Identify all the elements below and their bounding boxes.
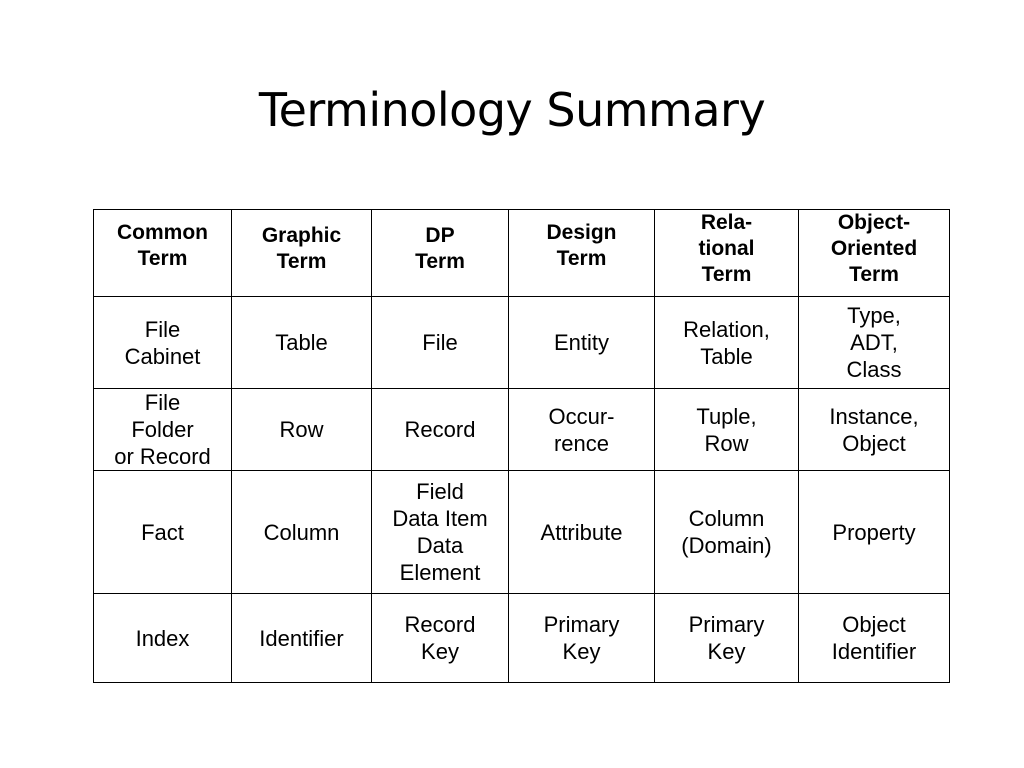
header-object-oriented-term: Object- Oriented Term	[799, 210, 950, 297]
table-cell: Primary Key	[655, 594, 799, 683]
table-cell: Instance, Object	[799, 389, 950, 471]
table-cell: Entity	[509, 297, 655, 389]
table-cell: Occur- rence	[509, 389, 655, 471]
table-cell: File	[372, 297, 509, 389]
table-cell: Column (Domain)	[655, 471, 799, 594]
table-cell: Row	[232, 389, 372, 471]
table-cell: Index	[94, 594, 232, 683]
table-cell: Fact	[94, 471, 232, 594]
table-cell: Table	[232, 297, 372, 389]
table-cell: Tuple, Row	[655, 389, 799, 471]
terminology-table	[93, 209, 950, 683]
table-cell: Property	[799, 471, 950, 594]
table-cell: Object Identifier	[799, 594, 950, 683]
header-dp-term: DP Term	[372, 210, 509, 297]
header-design-term: Design Term	[509, 210, 655, 297]
table-header-row	[94, 210, 950, 297]
table-cell: Field Data Item Data Element	[372, 471, 509, 594]
table-row	[94, 594, 950, 683]
table-cell: File Folder or Record	[94, 389, 232, 471]
header-graphic-term: Graphic Term	[232, 210, 372, 297]
table-cell: Column	[232, 471, 372, 594]
table-cell: Record	[372, 389, 509, 471]
header-common-term: Common Term	[94, 210, 232, 297]
table-cell: File Cabinet	[94, 297, 232, 389]
table-cell: Identifier	[232, 594, 372, 683]
table-row	[94, 471, 950, 594]
slide-title: Terminology Summary	[258, 83, 766, 137]
header-relational-term: Rela- tional Term	[655, 210, 799, 297]
table-cell: Record Key	[372, 594, 509, 683]
table-row	[94, 389, 950, 471]
table-cell: Primary Key	[509, 594, 655, 683]
table-cell: Relation, Table	[655, 297, 799, 389]
table-cell: Type, ADT, Class	[799, 297, 950, 389]
table-cell: Attribute	[509, 471, 655, 594]
table-row	[94, 297, 950, 389]
